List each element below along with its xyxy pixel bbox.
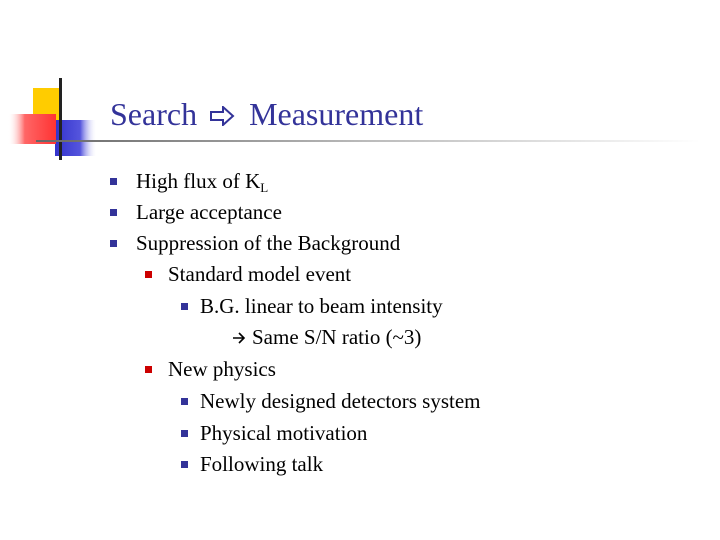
bullet-marker	[110, 240, 117, 247]
bullet-newly-designed: Newly designed detectors system	[200, 389, 481, 413]
sub-sub-bullet-marker	[181, 461, 188, 468]
slide-title	[110, 94, 423, 134]
sub-bullet-marker	[145, 366, 152, 373]
bullet-same-sn: Same S/N ratio (~3)	[232, 324, 421, 350]
bullet-bg-linear: B.G. linear to beam intensity	[200, 294, 443, 318]
sub-sub-bullet-marker	[181, 303, 188, 310]
bullet-new-physics: New physics	[168, 357, 276, 381]
bullet-standard-model: Standard model event	[168, 262, 352, 286]
bullet-large-acceptance: Large acceptance	[136, 200, 282, 224]
sub-bullet-marker	[145, 271, 152, 278]
bullet-marker	[110, 209, 117, 216]
bullet-physical-motivation: Physical motivation	[200, 421, 368, 445]
title-part2: Measurement	[249, 96, 424, 132]
title-part1: Search	[110, 96, 198, 132]
subscript-l: L	[260, 180, 269, 195]
right-arrow-icon	[232, 331, 246, 345]
bullet-high-flux: High flux of $K_L$	[136, 169, 269, 195]
bullet-marker	[110, 178, 117, 185]
sub-sub-bullet-marker	[181, 430, 188, 437]
bullet-suppression: Suppression of the Background	[136, 231, 401, 255]
bullet-following-talk: Following talk	[200, 452, 324, 476]
sub-sub-bullet-marker	[181, 398, 188, 405]
hollow-right-arrow-icon	[209, 106, 235, 126]
